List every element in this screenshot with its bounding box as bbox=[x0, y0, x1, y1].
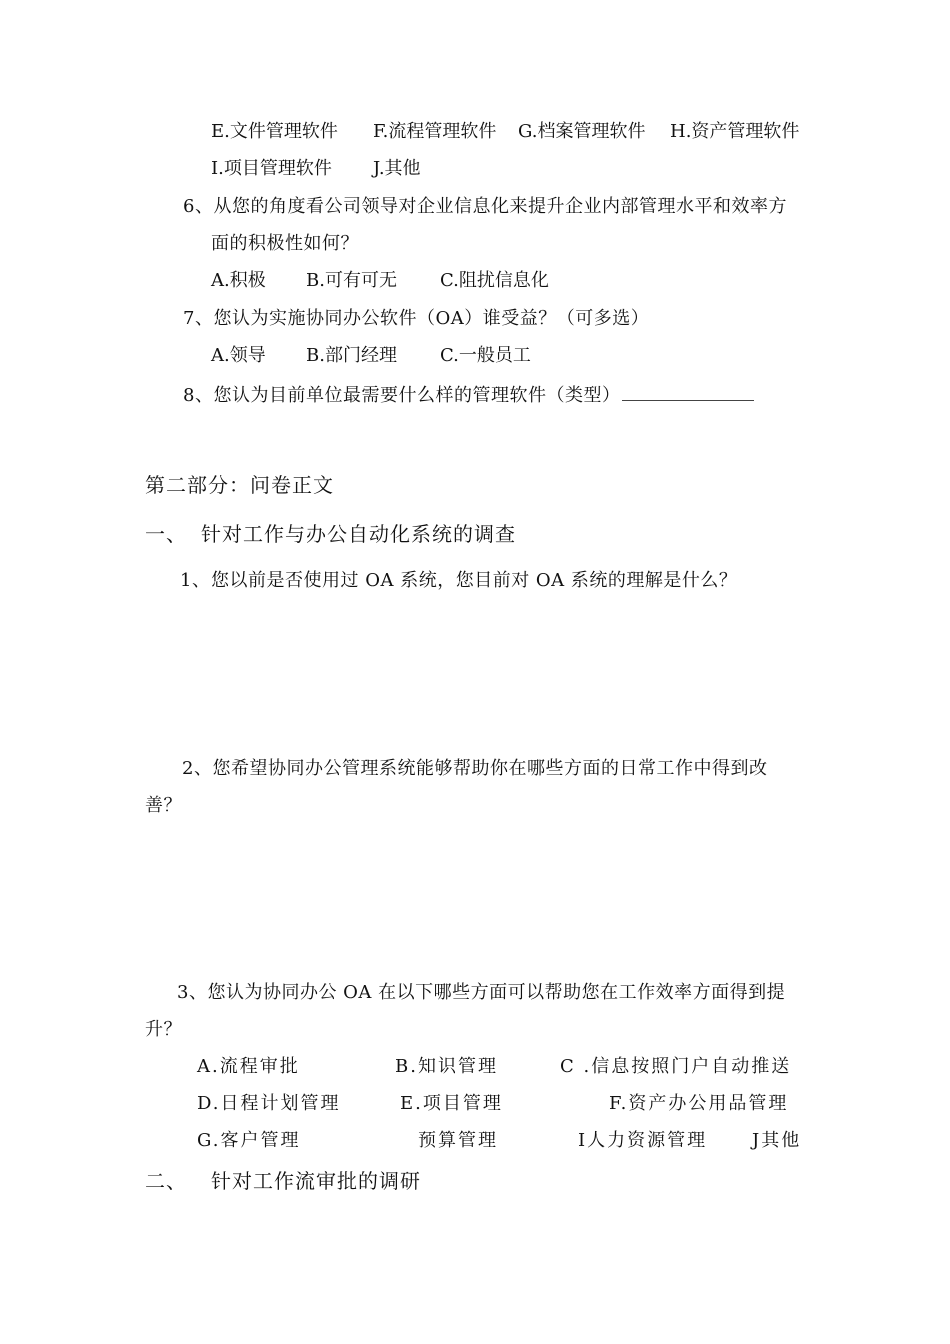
section2-title: 针对工作流审批的调研 bbox=[211, 1169, 421, 1193]
s1-q3-option-c: C .信息按照门户自动推送 bbox=[560, 1056, 792, 1077]
s1-q3-option-e: E.项目管理 bbox=[400, 1093, 503, 1114]
s1-q3-option-h: 预算管理 bbox=[418, 1130, 498, 1151]
part2-title: 第二部分：问卷正文 bbox=[145, 473, 334, 497]
q5-option-e: E.文件管理软件 bbox=[211, 121, 338, 142]
q6-text-line2: 面的积极性如何？ bbox=[211, 233, 359, 254]
s1-q3-line2: 升？ bbox=[145, 1019, 182, 1040]
q5-option-g: G.档案管理软件 bbox=[518, 121, 646, 142]
s1-q3-option-a: A.流程审批 bbox=[197, 1056, 300, 1077]
s1-q3-option-f: F.资产办公用品管理 bbox=[609, 1093, 789, 1114]
q8-answer-blank[interactable] bbox=[622, 382, 754, 401]
s1-q3-option-d: D.日程计划管理 bbox=[197, 1093, 341, 1114]
section2-number: 二、 bbox=[145, 1169, 187, 1193]
q5-option-j: J.其他 bbox=[373, 158, 421, 179]
q7-text: 7、您认为实施协同办公软件（OA）谁受益？（可多选） bbox=[183, 308, 650, 329]
q7-option-c: C.一般员工 bbox=[440, 345, 531, 366]
s1-q2-line1: 2、您希望协同办公管理系统能够帮助你在哪些方面的日常工作中得到改 bbox=[182, 758, 768, 779]
s1-q2-line2: 善？ bbox=[145, 795, 182, 816]
q6-option-a: A.积极 bbox=[211, 270, 266, 291]
section1-title: 针对工作与办公自动化系统的调查 bbox=[201, 522, 516, 546]
q7-option-a: A.领导 bbox=[211, 345, 266, 366]
q5-option-h: H.资产管理软件 bbox=[670, 121, 800, 142]
q6-option-c: C.阻扰信息化 bbox=[440, 270, 549, 291]
q5-option-f: F.流程管理软件 bbox=[373, 121, 497, 142]
s1-q3-option-b: B.知识管理 bbox=[395, 1056, 498, 1077]
s1-q3-option-i: I人力资源管理 bbox=[578, 1130, 708, 1151]
q7-option-b: B.部门经理 bbox=[306, 345, 397, 366]
s1-q3-line1: 3、您认为协同办公 OA 在以下哪些方面可以帮助您在工作效率方面得到提 bbox=[177, 982, 786, 1003]
q5-option-i: I.项目管理软件 bbox=[211, 158, 332, 179]
q6-text-line1: 6、从您的角度看公司领导对企业信息化来提升企业内部管理水平和效率方 bbox=[183, 196, 787, 217]
q8-text: 8、您认为目前单位最需要什么样的管理软件（类型） bbox=[183, 385, 621, 406]
s1-q1-text: 您以前是否使用过 OA 系统，您目前对 OA 系统的理解是什么？ bbox=[211, 570, 738, 591]
q8-row bbox=[183, 382, 754, 408]
q6-option-b: B.可有可无 bbox=[306, 270, 397, 291]
s1-q1-number: 1、 bbox=[180, 570, 211, 591]
section1-number: 一、 bbox=[145, 522, 187, 546]
s1-q3-option-j: J其他 bbox=[752, 1130, 802, 1151]
s1-q3-option-g: G.客户管理 bbox=[197, 1130, 301, 1151]
